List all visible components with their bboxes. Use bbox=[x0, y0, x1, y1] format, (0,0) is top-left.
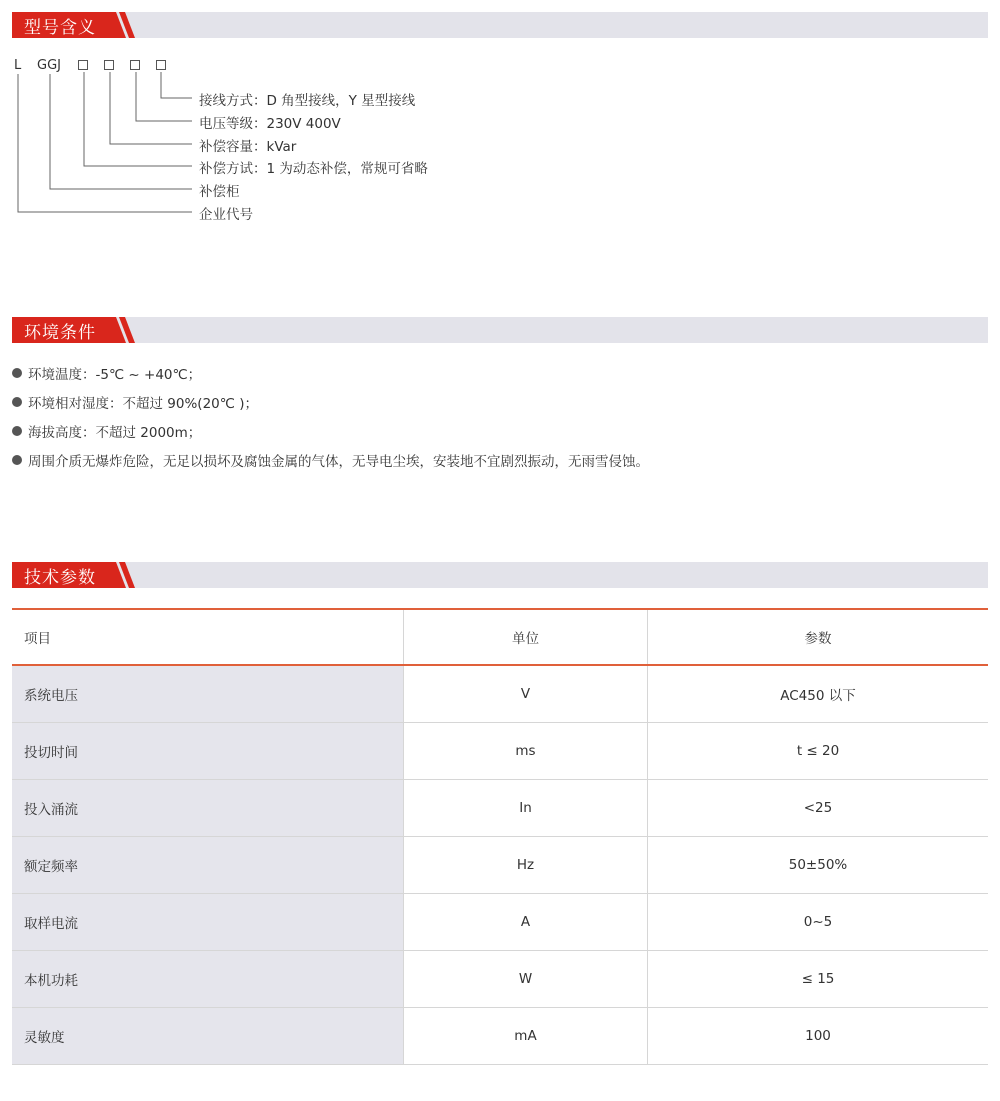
section-tab-environment bbox=[12, 317, 136, 343]
table-row bbox=[12, 837, 988, 894]
cell-unit: W bbox=[404, 951, 648, 1008]
environment-item-text: 环境温度：-5℃ ~ +40℃； bbox=[28, 367, 202, 383]
table-row bbox=[12, 951, 988, 1008]
cell-item: 投入涌流 bbox=[12, 780, 404, 837]
cell-item: 投切时间 bbox=[12, 723, 404, 780]
cell-value: ≤ 15 bbox=[648, 951, 989, 1008]
model-legend-wiring: 接线方式：D 角型接线，Y 星型接线 bbox=[199, 93, 416, 109]
model-legend-cabinet: 补偿柜 bbox=[199, 184, 240, 200]
cell-unit: A bbox=[404, 894, 648, 951]
model-legend-company: 企业代号 bbox=[199, 207, 253, 223]
cell-item: 取样电流 bbox=[12, 894, 404, 951]
cell-item: 额定频率 bbox=[12, 837, 404, 894]
table-row bbox=[12, 1008, 988, 1065]
environment-item bbox=[12, 450, 649, 470]
model-legend-method: 补偿方试：1 为动态补偿，常规可省略 bbox=[199, 161, 428, 177]
environment-item-text: 海拔高度：不超过 2000m； bbox=[28, 425, 202, 441]
table-row bbox=[12, 894, 988, 951]
cell-unit: mA bbox=[404, 1008, 648, 1065]
header-item: 项目 bbox=[24, 631, 51, 647]
table-row bbox=[12, 780, 988, 837]
environment-item bbox=[12, 421, 201, 441]
cell-value: <25 bbox=[648, 780, 989, 837]
section-header-technical bbox=[12, 562, 988, 588]
cell-unit: In bbox=[404, 780, 648, 837]
environment-item-text: 环境相对湿度：不超过 90%(20℃ )； bbox=[28, 396, 258, 412]
bullet-icon bbox=[12, 455, 22, 465]
table-row bbox=[12, 665, 988, 723]
environment-item bbox=[12, 392, 258, 412]
model-legend-voltage: 电压等级：230V 400V bbox=[199, 116, 341, 132]
section-title-technical: 技术参数 bbox=[24, 567, 96, 588]
cell-value: 50±50% bbox=[648, 837, 989, 894]
header-unit: 单位 bbox=[404, 609, 648, 665]
cell-item: 灵敏度 bbox=[12, 1008, 404, 1065]
cell-value: AC450 以下 bbox=[648, 665, 989, 723]
cell-unit: Hz bbox=[404, 837, 648, 894]
model-legend-capacity: 补偿容量：kVar bbox=[199, 139, 297, 155]
environment-item-text: 周围介质无爆炸危险，无足以损坏及腐蚀金属的气体，无导电尘埃，安装地不宜剧烈振动，无雨雪侵蚀。 bbox=[28, 454, 649, 470]
bullet-icon bbox=[12, 368, 22, 378]
section-title-model: 型号含义 bbox=[24, 17, 96, 38]
cell-value: t ≤ 20 bbox=[648, 723, 989, 780]
cell-item: 系统电压 bbox=[12, 665, 404, 723]
cell-value: 100 bbox=[648, 1008, 989, 1065]
model-prefix-letter: L bbox=[14, 58, 22, 73]
section-header-environment bbox=[12, 317, 988, 343]
table-row bbox=[12, 723, 988, 780]
cell-item: 本机功耗 bbox=[12, 951, 404, 1008]
table-header-row bbox=[12, 609, 988, 665]
bullet-icon bbox=[12, 426, 22, 436]
model-series: GGJ bbox=[37, 58, 61, 73]
bullet-icon bbox=[12, 397, 22, 407]
technical-parameters-table bbox=[12, 608, 988, 1065]
header-value: 参数 bbox=[648, 609, 989, 665]
model-connector-lines bbox=[0, 0, 200, 230]
section-title-environment: 环境条件 bbox=[24, 322, 96, 343]
cell-value: 0~5 bbox=[648, 894, 989, 951]
environment-item bbox=[12, 363, 201, 383]
section-tab-technical bbox=[12, 562, 136, 588]
cell-unit: ms bbox=[404, 723, 648, 780]
cell-unit: V bbox=[404, 665, 648, 723]
